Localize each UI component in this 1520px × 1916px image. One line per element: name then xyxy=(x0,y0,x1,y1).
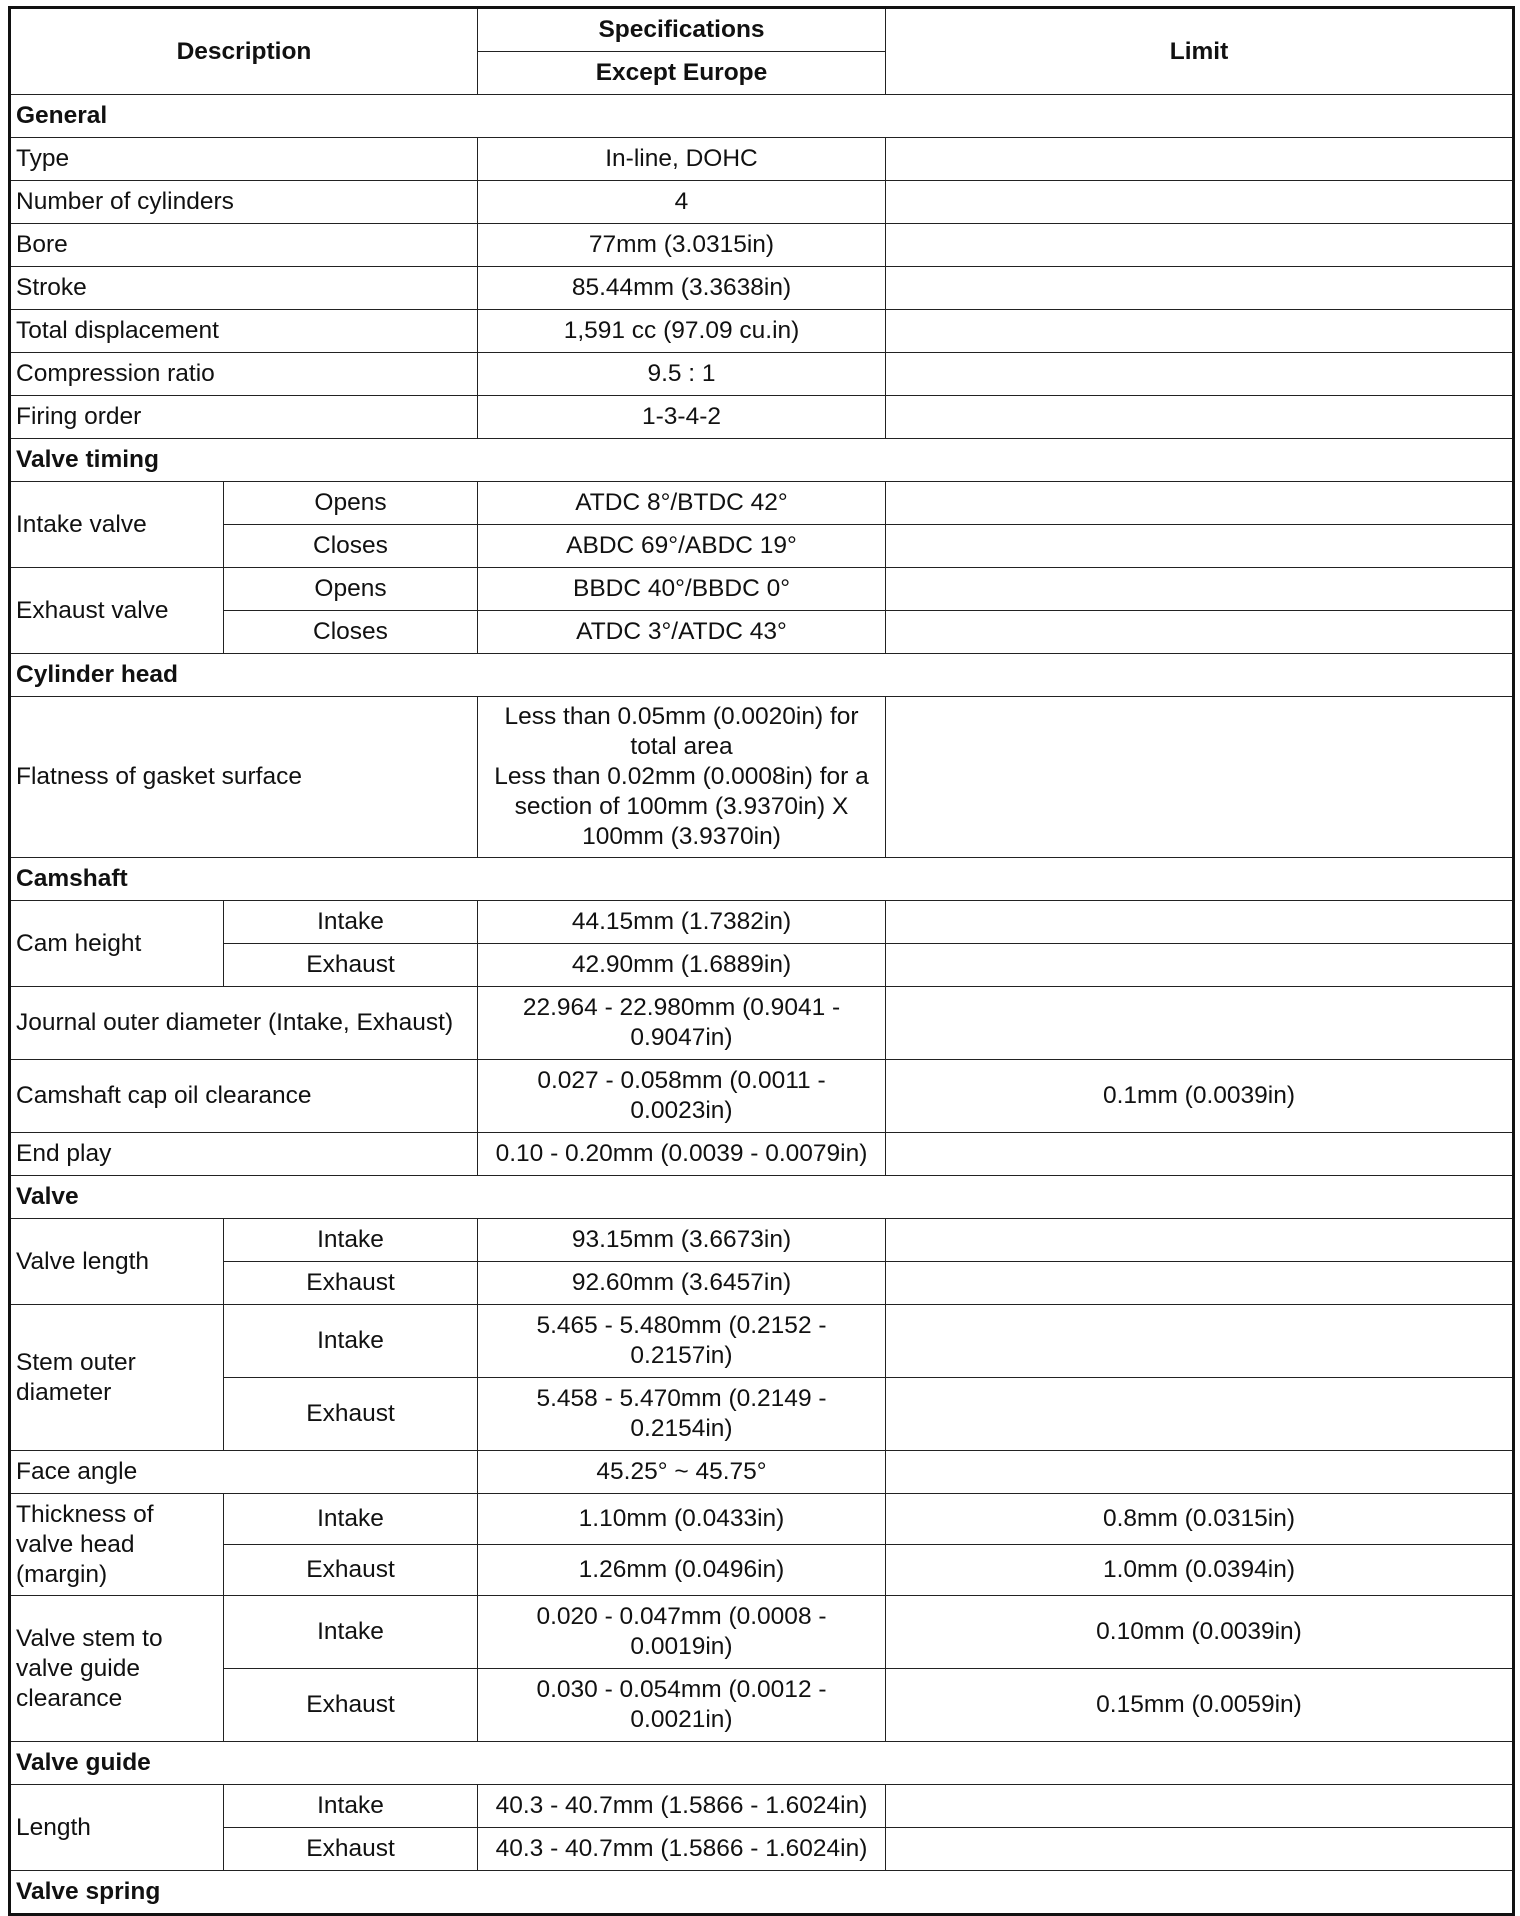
sub-label: Exhaust xyxy=(224,1378,478,1451)
table-row xyxy=(10,901,1514,944)
section-row xyxy=(10,654,1514,697)
limit-value xyxy=(886,267,1514,310)
spec-value xyxy=(478,1060,886,1133)
row-label xyxy=(10,1596,224,1742)
limit-value: 0.1mm (0.0039in) xyxy=(886,1060,1514,1133)
sub-label: Exhaust xyxy=(224,1669,478,1742)
spec-line: 0.0019in) xyxy=(630,1633,733,1660)
table-row xyxy=(10,1785,1514,1828)
table-row xyxy=(10,987,1514,1060)
sub-label: Intake xyxy=(224,1785,478,1828)
spec-line: section of 100mm (3.9370in) X xyxy=(514,793,849,820)
table-row xyxy=(10,1060,1514,1133)
table-row xyxy=(10,1494,1514,1545)
spec-line: 0.030 - 0.054mm (0.0012 - xyxy=(536,1676,827,1703)
label-line: valve head xyxy=(16,1530,135,1558)
spec-line: 0.0023in) xyxy=(630,1097,733,1124)
spec-value: In-line, DOHC xyxy=(478,138,886,181)
sub-label: Exhaust xyxy=(224,1545,478,1596)
row-label: Type xyxy=(10,138,478,181)
label-line: clearance xyxy=(16,1684,123,1712)
spec-value: 9.5 : 1 xyxy=(478,353,886,396)
header-row xyxy=(10,8,1514,52)
section-camshaft: Camshaft xyxy=(10,858,1514,901)
section-valve-timing: Valve timing xyxy=(10,439,1514,482)
row-label: Exhaust valve xyxy=(10,568,224,654)
limit-value xyxy=(886,1262,1514,1305)
table-row xyxy=(10,224,1514,267)
spec-value xyxy=(478,1669,886,1742)
limit-value xyxy=(886,353,1514,396)
except-europe-header: Except Europe xyxy=(478,52,886,95)
row-label: Valve length xyxy=(10,1219,224,1305)
table-row xyxy=(10,138,1514,181)
sub-label: Intake xyxy=(224,1596,478,1669)
section-valve-spring: Valve spring xyxy=(10,1871,1514,1915)
spec-line: 0.0021in) xyxy=(630,1706,733,1733)
section-general: General xyxy=(10,95,1514,138)
section-row xyxy=(10,858,1514,901)
spec-value: 1,591 cc (97.09 cu.in) xyxy=(478,310,886,353)
spec-line: 22.964 - 22.980mm (0.9041 - xyxy=(522,994,841,1021)
spec-value: ATDC 3°/ATDC 43° xyxy=(478,611,886,654)
row-label: Camshaft cap oil clearance xyxy=(10,1060,478,1133)
spec-value xyxy=(478,1305,886,1378)
limit-value xyxy=(886,1219,1514,1262)
label-line: diameter xyxy=(16,1378,112,1406)
spec-line: total area xyxy=(630,733,733,760)
table-row xyxy=(10,611,1514,654)
table-row xyxy=(10,353,1514,396)
limit-value xyxy=(886,1133,1514,1176)
sub-label: Intake xyxy=(224,901,478,944)
spec-line: 0.027 - 0.058mm (0.0011 - xyxy=(537,1067,826,1094)
specifications-header: Specifications xyxy=(478,8,886,52)
sub-label: Exhaust xyxy=(224,944,478,987)
table-row xyxy=(10,1262,1514,1305)
row-label: Length xyxy=(10,1785,224,1871)
spec-value xyxy=(478,987,886,1060)
row-label: Firing order xyxy=(10,396,478,439)
section-row xyxy=(10,1742,1514,1785)
row-label: Stroke xyxy=(10,267,478,310)
limit-value xyxy=(886,138,1514,181)
limit-value xyxy=(886,224,1514,267)
spec-line: 0.9047in) xyxy=(630,1024,733,1051)
row-label: Total displacement xyxy=(10,310,478,353)
spec-line: 0.020 - 0.047mm (0.0008 - xyxy=(536,1603,827,1630)
table-row xyxy=(10,697,1514,858)
table-row xyxy=(10,482,1514,525)
table-row xyxy=(10,1219,1514,1262)
spec-value xyxy=(478,1596,886,1669)
spec-value: 85.44mm (3.3638in) xyxy=(478,267,886,310)
limit-value xyxy=(886,1451,1514,1494)
limit-value: 1.0mm (0.0394in) xyxy=(886,1545,1514,1596)
table-row xyxy=(10,568,1514,611)
row-label xyxy=(10,1305,224,1451)
limit-value: 0.15mm (0.0059in) xyxy=(886,1669,1514,1742)
section-row xyxy=(10,95,1514,138)
spec-value: 40.3 - 40.7mm (1.5866 - 1.6024in) xyxy=(478,1785,886,1828)
sub-label: Intake xyxy=(224,1305,478,1378)
sub-label: Opens xyxy=(224,568,478,611)
table-row xyxy=(10,181,1514,224)
limit-value: 0.8mm (0.0315in) xyxy=(886,1494,1514,1545)
sub-label: Opens xyxy=(224,482,478,525)
table-row xyxy=(10,310,1514,353)
spec-line: 0.2154in) xyxy=(630,1415,733,1442)
label-line: Stem outer xyxy=(16,1348,136,1376)
sub-label: Closes xyxy=(224,611,478,654)
spec-line: 0.2157in) xyxy=(630,1342,733,1369)
row-label: End play xyxy=(10,1133,478,1176)
limit-value xyxy=(886,1785,1514,1828)
label-line: (margin) xyxy=(16,1560,108,1588)
label-line: Valve stem to xyxy=(16,1624,163,1652)
description-header: Description xyxy=(10,8,478,95)
limit-value xyxy=(886,310,1514,353)
spec-value: 1.10mm (0.0433in) xyxy=(478,1494,886,1545)
table-row xyxy=(10,1378,1514,1451)
spec-line: Less than 0.02mm (0.0008in) for a xyxy=(494,763,869,790)
section-cylinder-head: Cylinder head xyxy=(10,654,1514,697)
spec-line: 100mm (3.9370in) xyxy=(582,823,781,850)
row-label: Bore xyxy=(10,224,478,267)
sub-label: Intake xyxy=(224,1494,478,1545)
sub-label: Exhaust xyxy=(224,1262,478,1305)
spec-value: 44.15mm (1.7382in) xyxy=(478,901,886,944)
table-row xyxy=(10,396,1514,439)
row-label xyxy=(10,1494,224,1596)
sub-label: Intake xyxy=(224,1219,478,1262)
table-row xyxy=(10,1451,1514,1494)
limit-value xyxy=(886,697,1514,858)
limit-value xyxy=(886,944,1514,987)
spec-line: 5.465 - 5.480mm (0.2152 - xyxy=(536,1312,827,1339)
spec-value: 93.15mm (3.6673in) xyxy=(478,1219,886,1262)
sub-label: Closes xyxy=(224,525,478,568)
limit-value xyxy=(886,181,1514,224)
table-row xyxy=(10,1545,1514,1596)
limit-header: Limit xyxy=(886,8,1514,95)
section-row xyxy=(10,1176,1514,1219)
section-valve-guide: Valve guide xyxy=(10,1742,1514,1785)
limit-value xyxy=(886,987,1514,1060)
table-row xyxy=(10,1669,1514,1742)
table-row xyxy=(10,1596,1514,1669)
section-valve: Valve xyxy=(10,1176,1514,1219)
limit-value xyxy=(886,1305,1514,1378)
spec-value: 1-3-4-2 xyxy=(478,396,886,439)
row-label: Face angle xyxy=(10,1451,478,1494)
spec-value xyxy=(478,1378,886,1451)
limit-value xyxy=(886,525,1514,568)
table-row xyxy=(10,267,1514,310)
limit-value xyxy=(886,396,1514,439)
row-label: Compression ratio xyxy=(10,353,478,396)
sub-label: Exhaust xyxy=(224,1828,478,1871)
table-row xyxy=(10,1133,1514,1176)
spec-line: 5.458 - 5.470mm (0.2149 - xyxy=(536,1385,827,1412)
row-label: Flatness of gasket surface xyxy=(10,697,478,858)
spec-value: BBDC 40°/BBDC 0° xyxy=(478,568,886,611)
table-row xyxy=(10,1828,1514,1871)
row-label: Cam height xyxy=(10,901,224,987)
spec-value: ABDC 69°/ABDC 19° xyxy=(478,525,886,568)
limit-value xyxy=(886,482,1514,525)
spec-value: 40.3 - 40.7mm (1.5866 - 1.6024in) xyxy=(478,1828,886,1871)
table-row xyxy=(10,1305,1514,1378)
row-label: Journal outer diameter (Intake, Exhaust) xyxy=(10,987,478,1060)
engine-spec-table xyxy=(8,6,1515,1916)
table-row xyxy=(10,944,1514,987)
spec-line: Less than 0.05mm (0.0020in) for xyxy=(504,703,859,730)
spec-value: 0.10 - 0.20mm (0.0039 - 0.0079in) xyxy=(478,1133,886,1176)
spec-value: 4 xyxy=(478,181,886,224)
section-row xyxy=(10,439,1514,482)
spec-value: 1.26mm (0.0496in) xyxy=(478,1545,886,1596)
row-label: Intake valve xyxy=(10,482,224,568)
spec-value: 92.60mm (3.6457in) xyxy=(478,1262,886,1305)
label-line: Thickness of xyxy=(16,1500,154,1528)
limit-value: 0.10mm (0.0039in) xyxy=(886,1596,1514,1669)
spec-value xyxy=(478,697,886,858)
spec-value: 42.90mm (1.6889in) xyxy=(478,944,886,987)
spec-value: 45.25° ~ 45.75° xyxy=(478,1451,886,1494)
limit-value xyxy=(886,1378,1514,1451)
limit-value xyxy=(886,901,1514,944)
spec-value: ATDC 8°/BTDC 42° xyxy=(478,482,886,525)
row-label: Number of cylinders xyxy=(10,181,478,224)
table-row xyxy=(10,525,1514,568)
label-line: valve guide xyxy=(16,1654,140,1682)
limit-value xyxy=(886,611,1514,654)
spec-value: 77mm (3.0315in) xyxy=(478,224,886,267)
limit-value xyxy=(886,1828,1514,1871)
limit-value xyxy=(886,568,1514,611)
section-row xyxy=(10,1871,1514,1915)
